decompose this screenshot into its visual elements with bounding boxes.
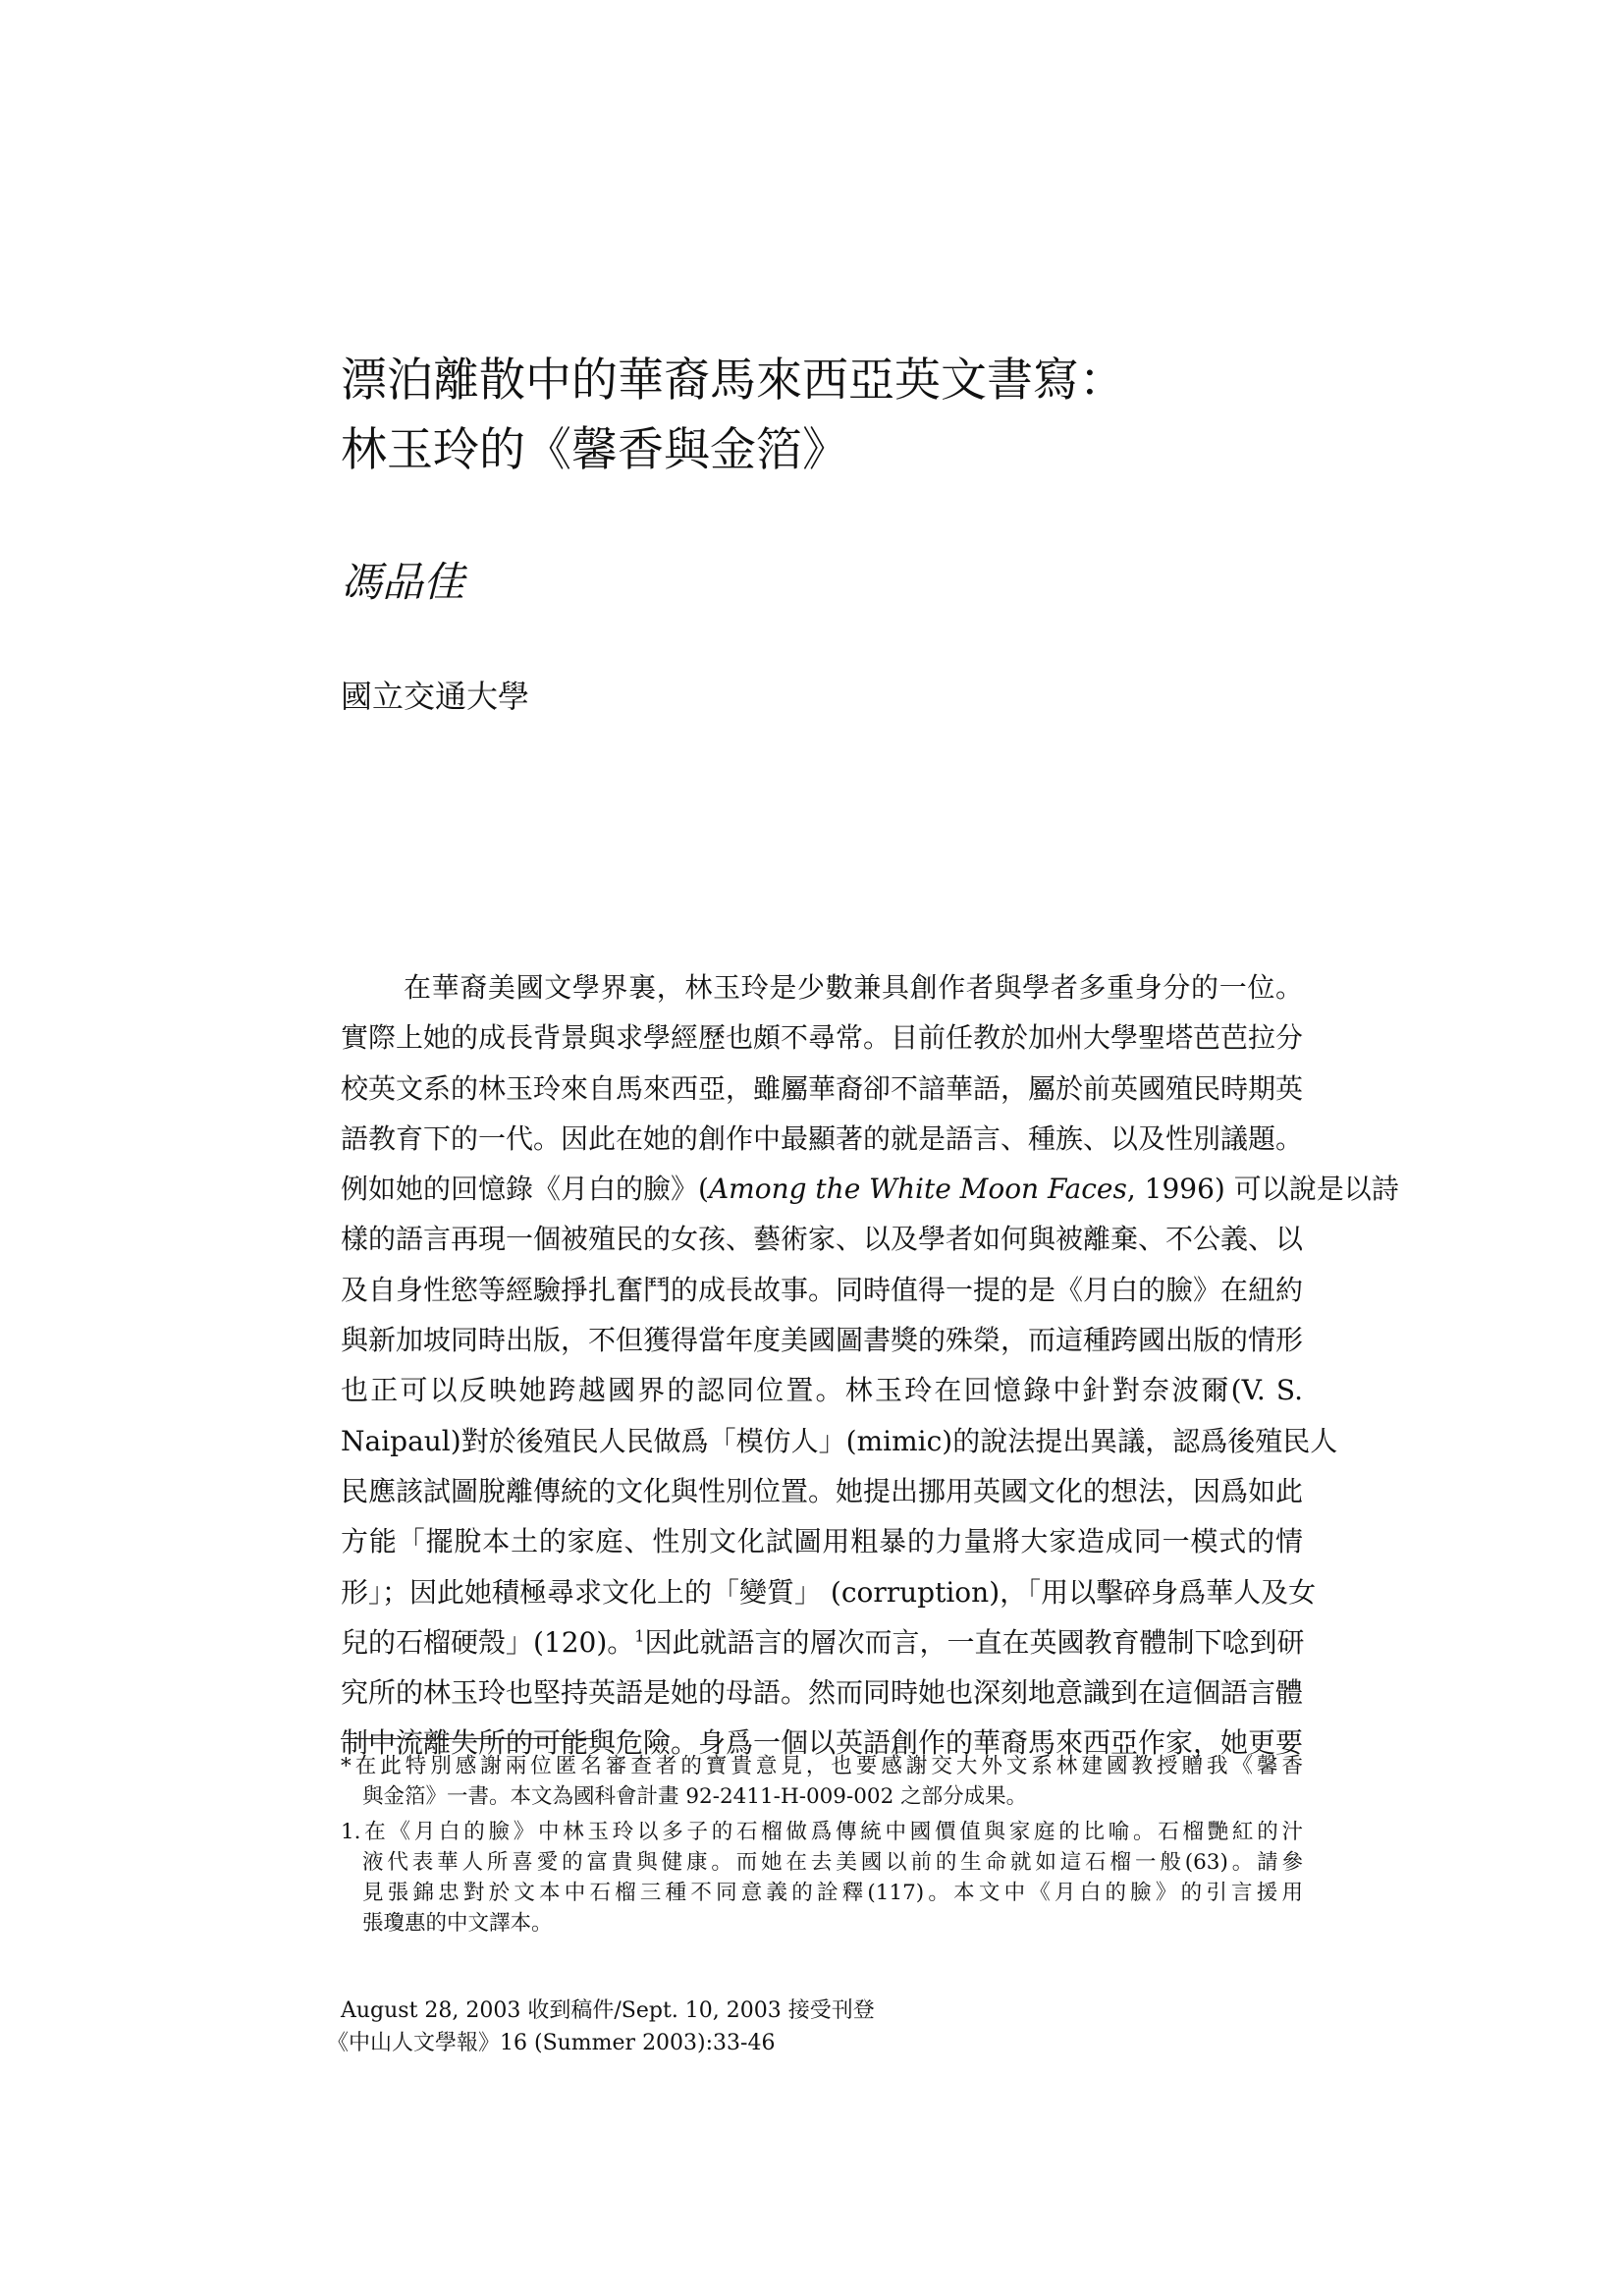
body-line: 制中流離失所的可能與危險。身爲一個以英語創作的華裔馬來西亞作家，她更要 [341,1726,1304,1760]
body-line: 及自身性慾等經驗掙扎奮鬥的成長故事。同時值得一提的是《月白的臉》在紐約 [341,1273,1304,1306]
publication-info [327,1995,875,2059]
body-line: 方能「擺脫本土的家庭、性別文化試圖用粗暴的力量將大家造成同一模式的情 [341,1525,1303,1558]
article-title [341,346,1323,485]
title-line-1: 漂泊離散中的華裔馬來西亞英文書寫： [341,354,1125,408]
body-text-span: , 1996) 可以說是以詩 [1126,1173,1399,1206]
author-name: 馮品佳 [341,558,465,606]
title-line-2: 林玉玲的《馨香與金箔》 [341,423,848,477]
body-line: 校英文系的林玉玲來自馬來西亞，雖屬華裔卻不諳華語，屬於前英國殖民時期英 [341,1071,1304,1105]
body-line: Naipaul)對於後殖民人民做爲「模仿人」(mimic)的說法提出異議，認爲後殖民人 [341,1424,1338,1457]
body-line: 實際上她的成長背景與求學經歷也頗不尋常。目前任教於加州大學聖塔芭芭拉分 [341,1021,1304,1055]
body-line [341,1164,1399,1214]
footnote-1-line: 液代表華人所喜愛的富貴與健康。而她在去美國以前的生命就如這石榴一般(63)。請參 [362,1850,1303,1875]
body-line: 在華裔美國文學界裏，林玉玲是少數兼具創作者與學者多重身分的一位。 [404,971,1303,1004]
body-line: 民應該試圖脫離傳統的文化與性別位置。她提出挪用英國文化的想法，因爲如此 [341,1474,1304,1507]
footnote-star-line: 與金箔》一書。本文為國科會計畫 92-2411-H-009-002 之部分成果。 [362,1784,1028,1809]
body-line: 樣的語言再現一個被殖民的女孩、藝術家、以及學者如何與被離棄、不公義、以 [341,1223,1304,1256]
footnote-star-line: *在此特別感謝兩位匿名審查者的寶貴意見，也要感謝交大外文系林建國教授贈我《馨香 [341,1754,1303,1778]
body-line: 語教育下的一代。因此在她的創作中最顯著的就是語言、種族、以及性別議題。 [341,1121,1304,1155]
received-dates: August 28, 2003 收到稿件/Sept. 10, 2003 接受刊登 [341,1998,875,2023]
body-line: 與新加坡同時出版，不但獲得當年度美國圖書獎的殊榮，而這種跨國出版的情形 [341,1324,1304,1357]
book-title-italic: Among the White Moon Faces [708,1173,1127,1206]
footnote-1-line: 張瓊惠的中文譯本。 [362,1911,553,1936]
body-line: 也正可以反映她跨越國界的認同位置。林玉玲在回憶錄中針對奈波爾(V. S. [341,1374,1303,1407]
footnote-ref-1: 1 [634,1626,645,1646]
author-affiliation: 國立交通大學 [341,678,530,715]
body-text-span: 例如她的回憶錄《月白的臉》( [341,1173,709,1206]
footnote-1-line: 見張錦忠對於文本中石榴三種不同意義的詮釋(117)。本文中《月白的臉》的引言援用 [362,1881,1303,1905]
journal-citation: 《中山人文學報》16 (Summer 2003):33-46 [327,2031,776,2055]
body-text [341,962,1399,1769]
body-text-span: 兒的石榴硬殼」(120)。 [341,1625,635,1659]
footnote-divider [341,1738,599,1739]
body-text-span: 因此就語言的層次而言，一直在英國教育體制下唸到研 [644,1625,1305,1659]
body-line [341,1617,1303,1667]
body-line: 形」；因此她積極尋求文化上的「變質」 (corruption)，「用以擊碎身爲華人及女 [341,1575,1317,1609]
body-line: 究所的林玉玲也堅持英語是她的母語。然而同時她也深刻地意識到在這個語言體 [341,1676,1304,1710]
footnote-1-line: 1.在《月白的臉》中林玉玲以多子的石榴做爲傳統中國價值與家庭的比喻。石榴艷紅的汁 [341,1820,1303,1844]
footnotes [341,1751,1303,1939]
